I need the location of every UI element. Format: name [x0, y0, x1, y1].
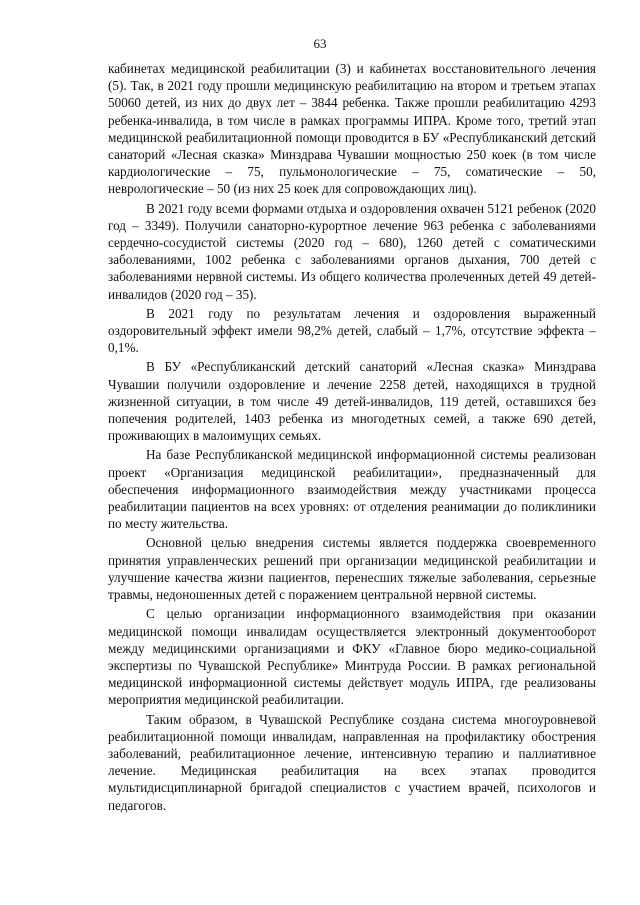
paragraph-sanatorium: В БУ «Республиканский детский санаторий «Лесная сказка» Минздрава Чувашии получили оздоровление и лечение 2258 детей, находящихся в трудной жизненной ситуации, в том числе 49 детей-инвалидов, 119 детей, оставшихся без попечения родителей, 1403 ребенка из многодетных семей, а также 690 детей, проживающих в малоимущих семьях. [108, 359, 596, 444]
paragraph-information-system: На базе Республиканской медицинской информационной системы реализован проект «Организация медицинской реабилитации», предназначенный для обеспечения информационного взаимодействия между участниками процесса реабилитации пациентов на всех уровнях: от отделения реанимации до поликлиники по месту жительства. [108, 447, 596, 532]
paragraph-system-goal: Основной целью внедрения системы является поддержка своевременного принятия управленческих решений при организации медицинской реабилитации и улучшение качества жизни пациентов, перенесших тяжелые заболевания, серьезные травмы, недоношенных детей с поражением центральной нервной системы. [108, 535, 596, 603]
paragraph-conclusion: Таким образом, в Чувашской Республике создана система многоуровневой реабилитационной помощи инвалидам, направленная на профилактику обострения заболеваний, реабилитационное лечение, интенсивную терапию и паллиативное лечение. Медицинская реабилитация на всех этапах проводится мультидисциплинарной бригадой специалистов с участием врачей, психологов и педагогов. [108, 711, 596, 813]
paragraph-recreation-2021: В 2021 году всеми формами отдыха и оздоровления охвачен 5121 ребенок (2020 год – 3349). Получили санаторно-курортное лечение 963 ребенка с заболеваниями сердечно-сосудистой системы (2020 год – 680), 1260 детей с соматическими заболеваниями, 1002 ребенка с заболеваниями органов дыхания, 700 детей с заболеваниями нервной системы. Из общего количества пролеченных детей 49 детей-инвалидов (2020 год – 35). [108, 200, 596, 302]
page-number: 63 [313, 36, 327, 51]
paragraph-rehab-cabinets: кабинетах медицинской реабилитации (3) и кабинетах восстановительного лечения (5). Так, в 2021 году прошли медицинскую реабилитацию на втором и третьем этапах 50060 детей, из них до двух лет – 3844 ребенка. Также прошли реабилитацию 4293 ребенка-инвалида, в том числе в рамках программы ИПРА. Кроме того, третий этап медицинской реабилитационной помощи проводится в БУ «Республиканский детский санаторий «Лесная сказка» Минздрава Чувашии мощностью 250 коек (в том числе кардиологические – 75, пульмонологические – 75, соматические – 50, неврологические – 50 (из них 25 коек для сопровождающих лиц). [108, 61, 596, 197]
paragraph-document-flow: С целью организации информационного взаимодействия при оказании медицинской помощи инвалидам осуществляется электронный документооборот между медицинскими организациями и ФКУ «Главное бюро медико-социальной экспертизы по Чувашской Республике» Минтруда России. В рамках региональной медицинской информационной системы действует модуль ИПРА, где реализованы мероприятия медицинской реабилитации. [108, 606, 596, 708]
page-body [108, 60, 596, 816]
paragraph-treatment-results: В 2021 году по результатам лечения и оздоровления выраженный оздоровительный эффект имели 98,2% детей, слабый – 1,7%, отсутствие эффекта – 0,1%. [108, 305, 596, 356]
